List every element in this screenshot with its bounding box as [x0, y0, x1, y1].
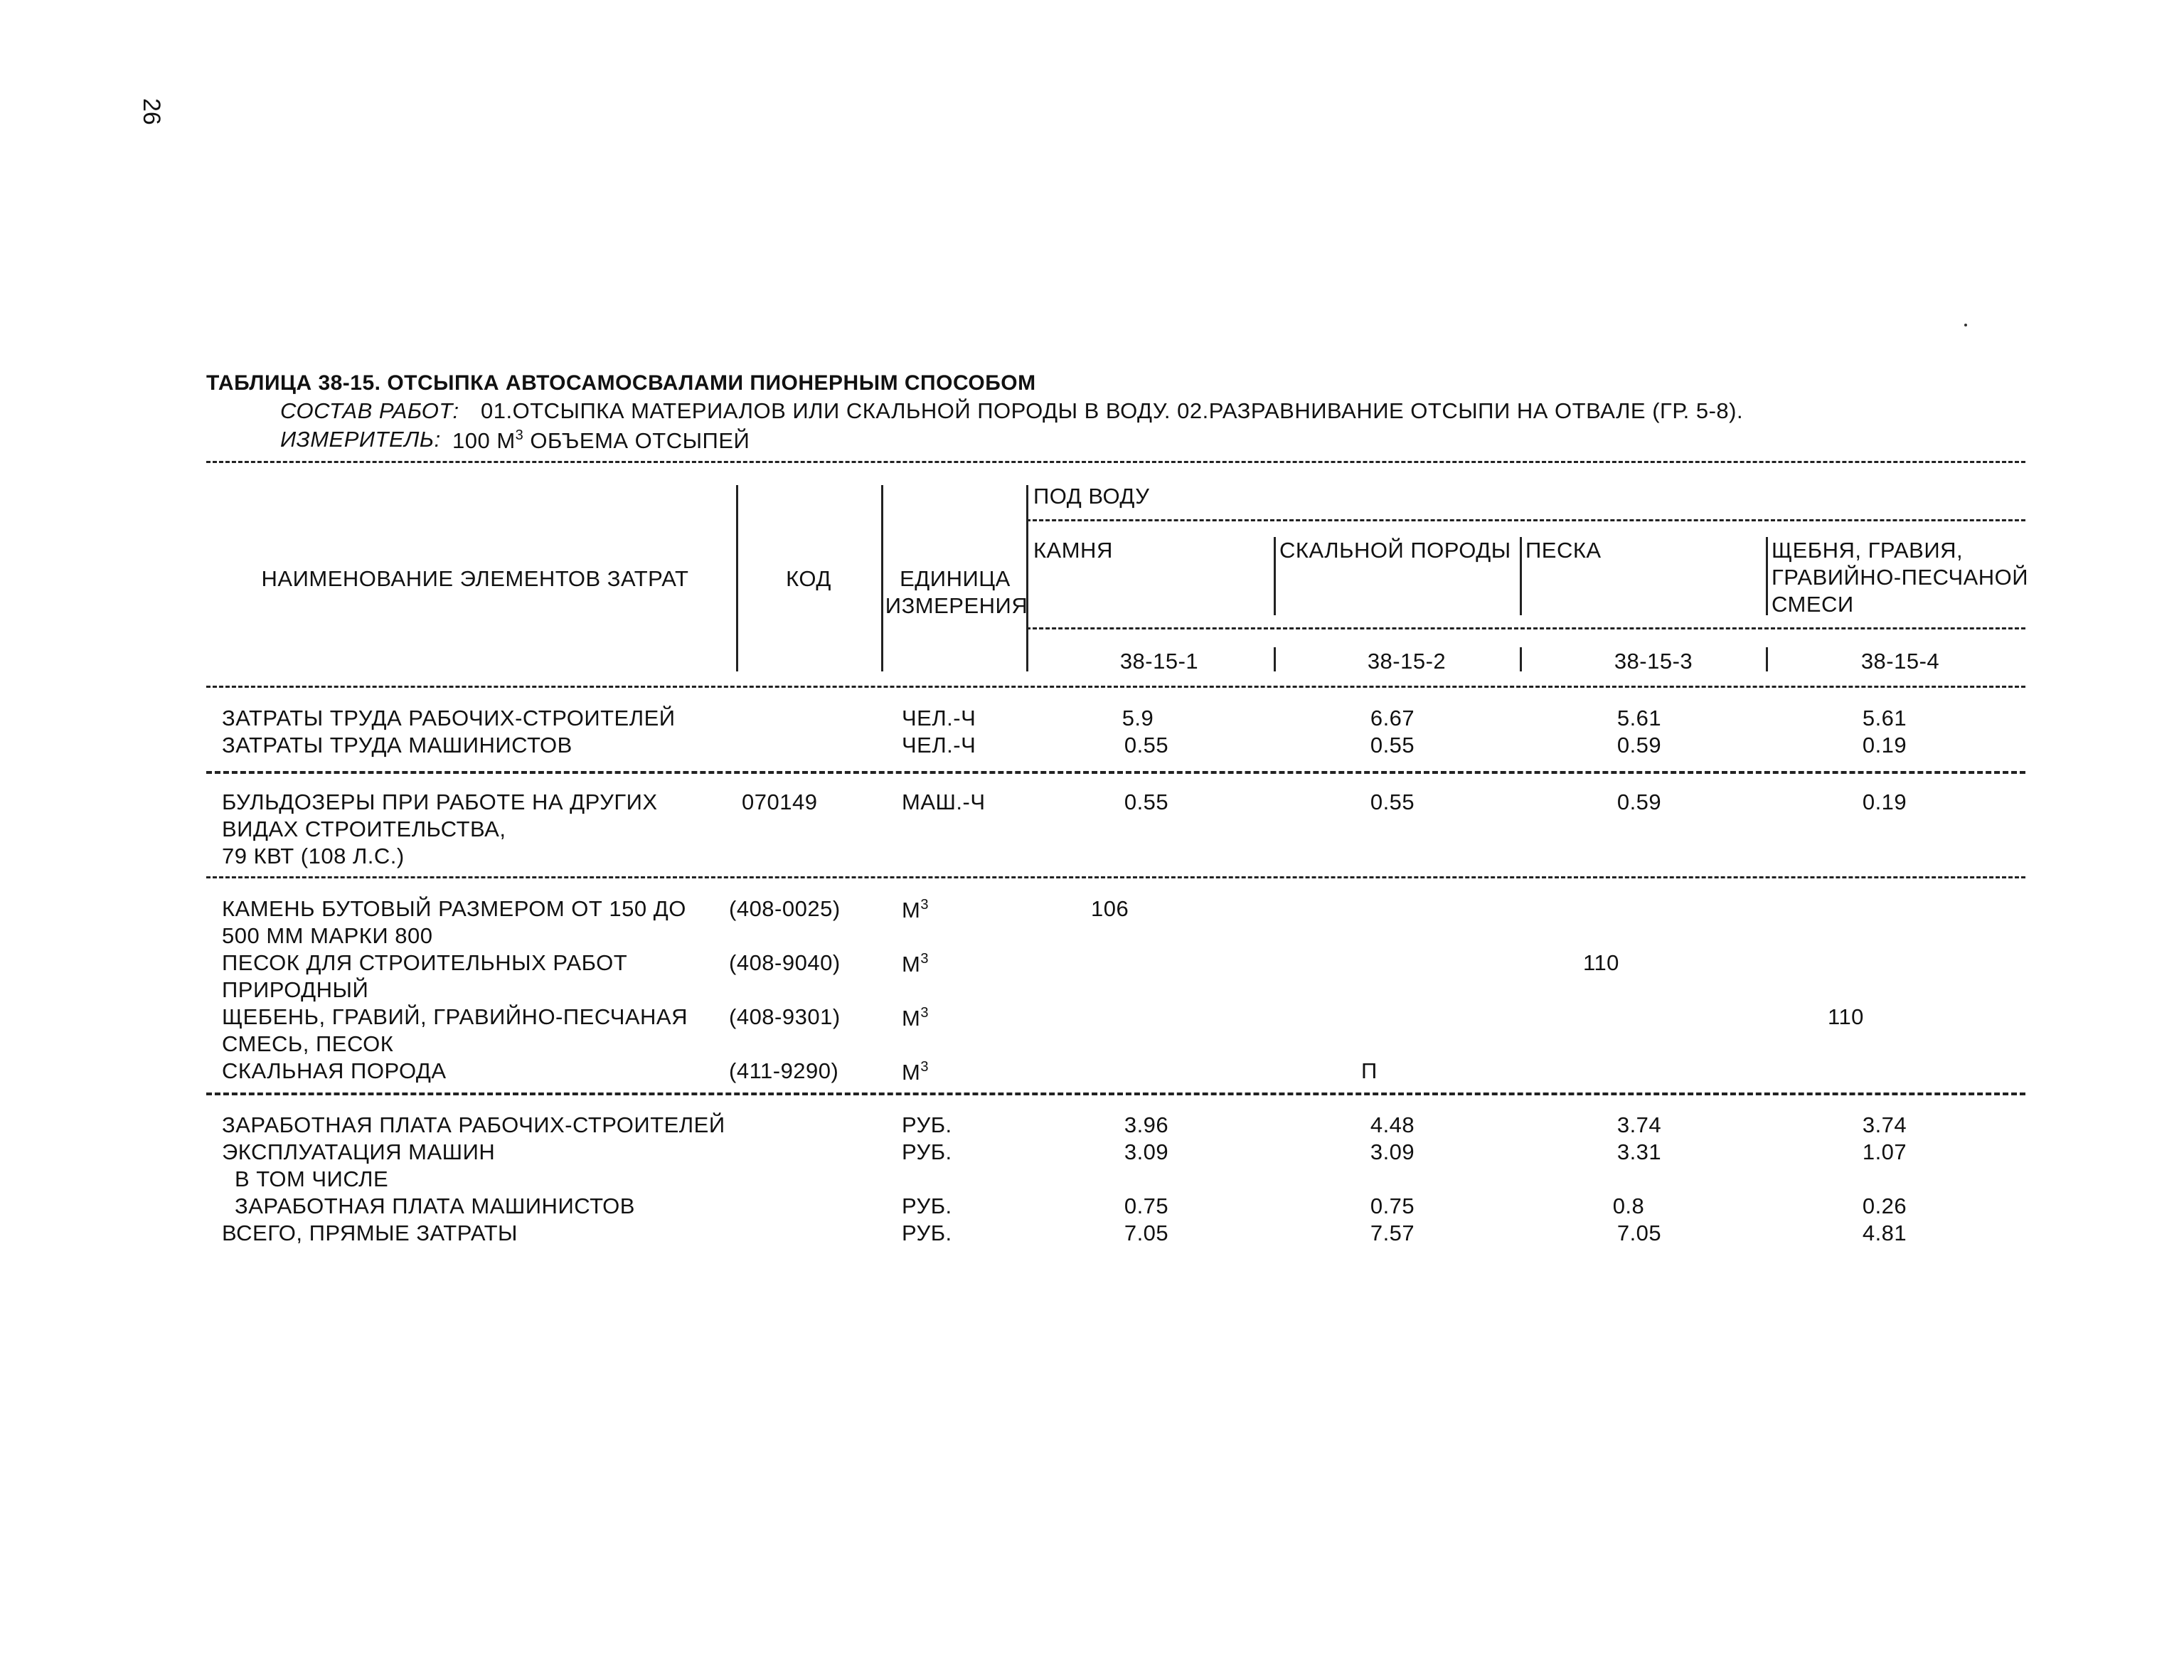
- cost-row-name: ЗАРАБОТНАЯ ПЛАТА РАБОЧИХ-СТРОИТЕЛЕЙ: [222, 1112, 725, 1137]
- labor-row-value: 0.19: [1862, 733, 1907, 757]
- cost-row-value: 0.26: [1862, 1193, 1907, 1218]
- cost-row-value: 7.05: [1124, 1221, 1169, 1245]
- page-number: 26: [138, 98, 165, 125]
- header-rule: [1026, 519, 2025, 521]
- header-sub-sand: ПЕСКА: [1525, 538, 1602, 563]
- machine-code: 070149: [742, 790, 818, 814]
- composition-label: СОСТАВ РАБОТ:: [280, 398, 459, 423]
- labor-row-value: 0.55: [1370, 733, 1415, 757]
- material-code: (408-9040): [729, 950, 841, 975]
- rule-section: [206, 771, 2025, 774]
- material-name-line1: СКАЛЬНАЯ ПОРОДА: [222, 1058, 447, 1083]
- cost-row-value: 3.31: [1616, 1139, 1662, 1164]
- header-unit-line2: ИЗМЕРЕНИЯ: [885, 593, 1028, 618]
- code-col-2: 38-15-2: [1367, 649, 1447, 674]
- cost-row-value: 4.81: [1862, 1221, 1907, 1245]
- labor-row-name: ЗАТРАТЫ ТРУДА РАБОЧИХ-СТРОИТЕЛЕЙ: [222, 706, 676, 730]
- cost-row-name: ВСЕГО, ПРЯМЫЕ ЗАТРАТЫ: [222, 1221, 518, 1245]
- machine-name-line1: БУЛЬДОЗЕРЫ ПРИ РАБОТЕ НА ДРУГИХ: [222, 790, 658, 814]
- labor-row-value: 5.61: [1616, 706, 1662, 730]
- material-name-line1: ПЕСОК ДЛЯ СТРОИТЕЛЬНЫХ РАБОТ: [222, 950, 628, 975]
- cost-row-name: В ТОМ ЧИСЛЕ: [235, 1166, 389, 1191]
- material-value: 110: [1828, 1004, 1864, 1029]
- machine-name-line2: ВИДАХ СТРОИТЕЛЬСТВА,: [222, 817, 506, 841]
- table-title: ТАБЛИЦА 38-15. ОТСЫПКА АВТОСАМОСВАЛАМИ ПИОНЕРНЫМ СПОСОБОМ: [206, 371, 1036, 395]
- header-name: НАИМЕНОВАНИЕ ЭЛЕМЕНТОВ ЗАТРАТ: [261, 566, 689, 591]
- code-col-3: 38-15-3: [1614, 649, 1693, 674]
- cost-row-value: 3.09: [1370, 1139, 1415, 1164]
- labor-row-value: 0.55: [1124, 733, 1169, 757]
- header-sub-gravel-2: ГРАВИЙНО-ПЕСЧАНОЙ: [1772, 565, 2029, 590]
- header-divider: [1766, 647, 1768, 671]
- header-sub-stone: КАМНЯ: [1033, 538, 1113, 563]
- material-code: (408-9301): [729, 1004, 841, 1029]
- header-sub-gravel-1: ЩЕБНЯ, ГРАВИЯ,: [1772, 538, 1964, 563]
- header-divider: [1766, 537, 1768, 615]
- material-unit: $М^3$: [902, 951, 929, 977]
- material-unit: $М^3$: [902, 1059, 929, 1085]
- header-sub-gravel-3: СМЕСИ: [1772, 592, 1854, 617]
- header-code: КОД: [786, 566, 831, 591]
- machine-value: 0.55: [1124, 790, 1169, 814]
- material-code: (411-9290): [729, 1058, 839, 1083]
- cost-row-value: 0.75: [1124, 1193, 1169, 1218]
- cost-row-value: 1.07: [1862, 1139, 1907, 1164]
- cost-row-value: 0.8: [1612, 1193, 1645, 1218]
- labor-row-unit: ЧЕЛ.-Ч: [902, 706, 976, 730]
- material-value: П: [1361, 1058, 1378, 1083]
- rule-header-bottom: [206, 686, 2025, 688]
- labor-row-unit: ЧЕЛ.-Ч: [902, 733, 976, 757]
- cost-row-unit: РУБ.: [902, 1139, 952, 1164]
- cost-row-value: 3.74: [1616, 1112, 1662, 1137]
- code-col-4: 38-15-4: [1860, 649, 1940, 674]
- header-divider: [881, 485, 883, 671]
- code-col-1: 38-15-1: [1119, 649, 1199, 674]
- meter-text: 100 $М^3$ ОБЪЕМА ОТСЫПЕЙ: [452, 427, 750, 453]
- cost-row-value: 4.48: [1370, 1112, 1415, 1137]
- machine-name-line3: 79 КВТ (108 Л.С.): [222, 844, 405, 868]
- labor-row-value: 5.9: [1122, 706, 1154, 730]
- cost-row-unit: РУБ.: [902, 1193, 952, 1218]
- header-divider: [1274, 537, 1276, 615]
- machine-value: 0.59: [1616, 790, 1662, 814]
- header-divider: [736, 485, 738, 671]
- header-divider: [1520, 537, 1522, 615]
- material-value: 110: [1583, 950, 1619, 975]
- cost-row-unit: РУБ.: [902, 1221, 952, 1245]
- header-divider: [1274, 647, 1276, 671]
- machine-value: 0.55: [1370, 790, 1415, 814]
- header-unit-line1: ЕДИНИЦА: [900, 566, 1011, 591]
- scan-speck: [1964, 324, 1967, 326]
- meter-label: ИЗМЕРИТЕЛЬ:: [280, 427, 441, 452]
- labor-row-value: 5.61: [1862, 706, 1907, 730]
- material-name-line2: СМЕСЬ, ПЕСОК: [222, 1031, 394, 1056]
- material-code: (408-0025): [729, 896, 841, 921]
- cost-row-value: 0.75: [1370, 1193, 1415, 1218]
- cost-row-value: 3.96: [1124, 1112, 1169, 1137]
- material-name-line1: ЩЕБЕНЬ, ГРАВИЙ, ГРАВИЙНО-ПЕСЧАНАЯ: [222, 1004, 688, 1029]
- header-sub-rock: СКАЛЬНОЙ ПОРОДЫ: [1279, 538, 1511, 563]
- cost-row-value: 7.57: [1370, 1221, 1415, 1245]
- composition-text: 01.ОТСЫПКА МАТЕРИАЛОВ ИЛИ СКАЛЬНОЙ ПОРОДЫ В ВОДУ. 02.РАЗРАВНИВАНИЕ ОТСЫПИ НА ОТВАЛЕ (ГР. 5-8).: [481, 398, 1744, 423]
- cost-row-name: ЭКСПЛУАТАЦИЯ МАШИН: [222, 1139, 496, 1164]
- cost-row-value: 3.74: [1862, 1112, 1907, 1137]
- material-unit: $М^3$: [902, 897, 929, 923]
- header-divider: [1026, 485, 1028, 671]
- header-group: ПОД ВОДУ: [1033, 484, 1150, 509]
- machine-unit: МАШ.-Ч: [902, 790, 986, 814]
- cost-row-unit: РУБ.: [902, 1112, 952, 1137]
- rule-section: [206, 1092, 2025, 1095]
- rule-top: [206, 461, 2025, 463]
- header-rule: [1026, 627, 2025, 629]
- cost-row-value: 7.05: [1616, 1221, 1662, 1245]
- material-name-line1: КАМЕНЬ БУТОВЫЙ РАЗМЕРОМ ОТ 150 ДО: [222, 896, 686, 921]
- rule-section: [206, 876, 2025, 878]
- material-value: 106: [1091, 896, 1129, 921]
- labor-row-value: 6.67: [1370, 706, 1415, 730]
- material-unit: $М^3$: [902, 1005, 929, 1031]
- cost-row-name: ЗАРАБОТНАЯ ПЛАТА МАШИНИСТОВ: [235, 1193, 635, 1218]
- labor-row-name: ЗАТРАТЫ ТРУДА МАШИНИСТОВ: [222, 733, 572, 757]
- labor-row-value: 0.59: [1616, 733, 1662, 757]
- machine-value: 0.19: [1862, 790, 1907, 814]
- material-name-line2: ПРИРОДНЫЙ: [222, 977, 369, 1002]
- header-divider: [1520, 647, 1522, 671]
- cost-row-value: 3.09: [1124, 1139, 1169, 1164]
- material-name-line2: 500 ММ МАРКИ 800: [222, 923, 433, 948]
